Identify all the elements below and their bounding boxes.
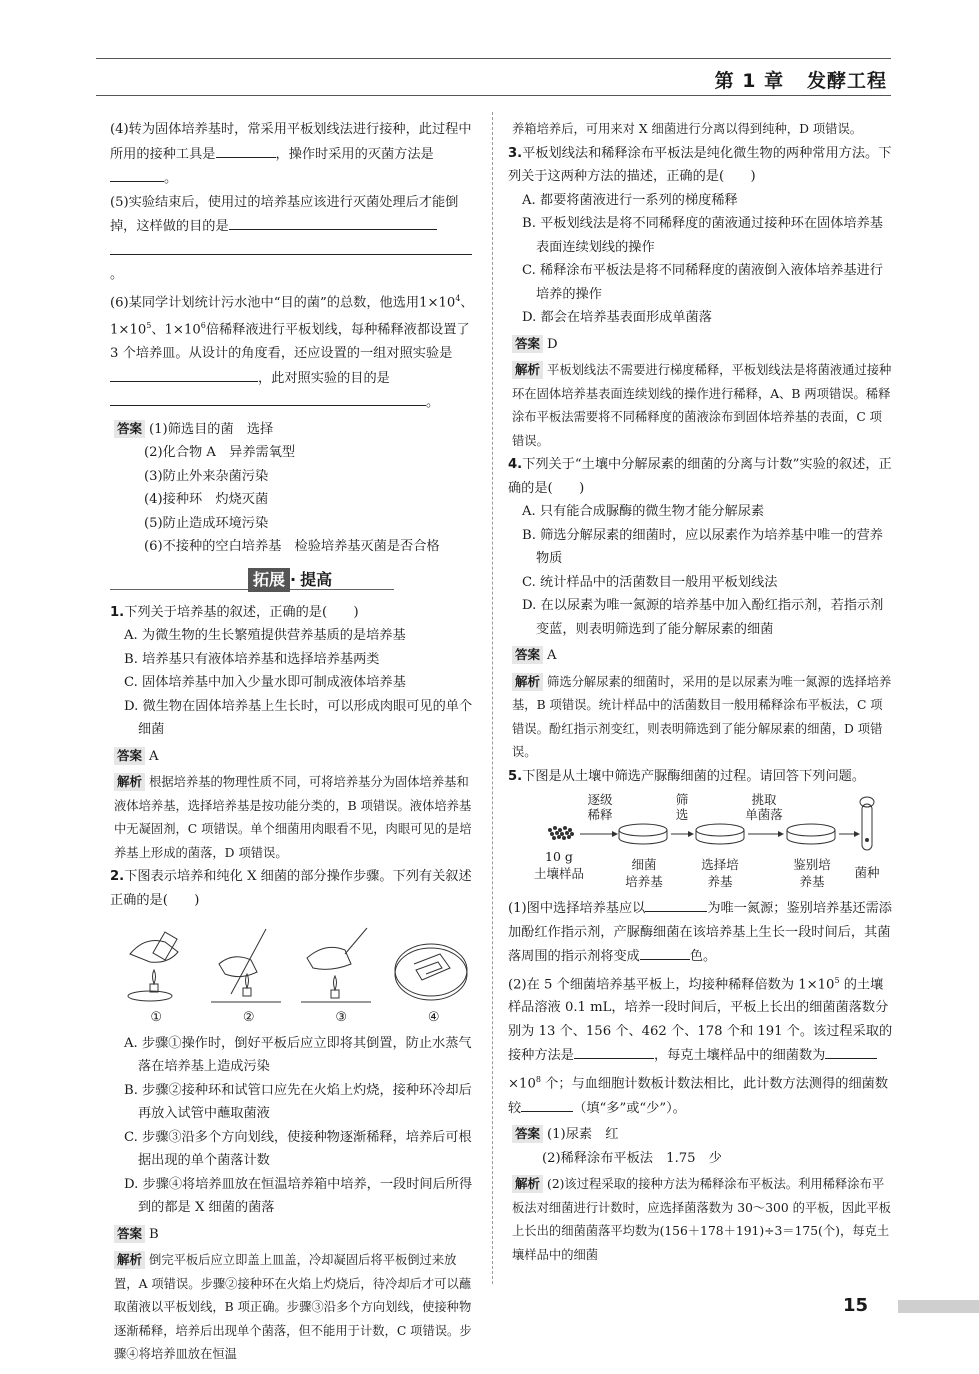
option[interactable]: A. 步骤①操作时，倒好平板后应立即将其倒置，防止水蒸气落在培养基上造成污染	[124, 1035, 472, 1075]
option[interactable]: B. 筛选分解尿素的细菌时，应以尿素作为培养基中唯一的营养物质	[522, 527, 883, 566]
header-rule-top	[96, 58, 891, 59]
chapter-title: 发酵工程	[806, 70, 887, 92]
answer-value: B	[149, 1226, 159, 1242]
right-column	[508, 118, 894, 1267]
option[interactable]: B. 平板划线法是将不同稀释度的菌液通过接种环在固体培养基表面连续划线的操作	[522, 216, 883, 255]
figure-label: ①	[150, 1010, 163, 1026]
figure-label: ②	[242, 1010, 255, 1026]
explain-tag: 解析	[114, 773, 145, 791]
page-number-bar	[898, 1300, 979, 1313]
answer-blank[interactable]	[825, 1043, 877, 1059]
header-rule-bottom	[96, 95, 891, 96]
question-part-5: (5)实验结束后，使用过的培养基应该进行灭菌处理后才能倒掉，这样做的目的是 。	[110, 191, 480, 287]
option[interactable]: B. 培养基只有液体培养基和选择培养基两类	[124, 651, 380, 667]
option[interactable]: A. 都要将菌液进行一系列的梯度稀释	[522, 192, 738, 208]
question-part-4: (4)转为固体培养基时，常采用平板划线法进行接种，此过程中所用的接种工具是 ，操作时采用的灭菌方法是。	[110, 122, 472, 186]
answer-blank[interactable]	[645, 896, 707, 912]
answer-blank[interactable]	[229, 214, 437, 230]
option[interactable]: D. 在以尿素为唯一氮源的培养基中加入酚红指示剂，若指示剂变蓝，则表明筛选到了能分解尿素的细菌	[522, 598, 884, 637]
answer-block: 答案 (1)尿素 红 (2)稀释涂布平板法 1.75 少	[512, 1123, 894, 1170]
banner-label-1: 拓展	[248, 568, 290, 592]
explanation-continued: 养箱培养后，可用来对 X 细菌进行分离以得到纯种，D 项错误。	[512, 122, 863, 136]
option[interactable]: B. 步骤②接种环和试管口应先在火焰上灼烧，接种环冷却后再放入试管中蘸取菌液	[124, 1082, 472, 1122]
option[interactable]: C. 稀释涂布平板法是将不同稀释度的菌液倒入液体培养基进行培养的操作	[522, 263, 883, 302]
question-5-part-2: (2)在 5 个细菌培养基平板上，均接种稀释倍数为 $1\times 10^5$ 的土壤样品溶液 0.1 mL，培养一段时间后，平板上长出的细菌菌落数分别为 13 个、156 个、462 个、178 个和 191 个。该过程采取的接种方法是 ，每克土壤样品中的细菌数为$\times 10^8$ 个；与血细胞计数板计数法相比，此计数方法测得的细菌数较 （填“多”或“少”）。	[508, 975, 893, 1116]
petri-dish-illustration	[392, 934, 470, 1004]
question-5: 5.下图是从土壤中筛选产脲酶细菌的过程。请回答下列问题。 逐级 稀释 筛 选 挑取 单菌落 10 g 土壤样品 细菌 培养基 选择培 养基 鉴别培 养基 菌种 (1)图中选择培养基应以 为唯一氮源；鉴别培养基还需添加酚红作指示剂，产脲酶细菌在该培养基上生长一段时间后，其菌落周围的指示剂将变成 色。 (2)在 5 个细菌培养基平板上，均接种稀释倍数为 $1\times 10^5$ 的土壤样品溶液 0.1 mL，培养一段时间后，平板上长出的细菌菌落数分别为 13 个、156 个、462 个、178 个和 191 个。该过程采取的接种方法是 ，每克土壤样品中的细菌数为$\times 10^8$ 个；与血细胞计数板计数法相比，此计数方法测得的细菌数较 （填“多”或“少”）。 答案 (1)尿素 红 (2)稀释涂布平板法 1.75 少 解析 (2)该过程采取的接种方法为稀释涂布平板法。利用稀释涂布平板法对细菌进行计数时，应选择菌落数为 30～300 的平板，因此平板上长出的细菌菌落平均数为(156＋178＋191)÷3＝175(个)，每克土壤样品中的细菌	[508, 768, 893, 1262]
question-3: 3.平板划线法和稀释涂布平板法是纯化微生物的两种常用方法。下列关于这两种方法的描述，正确的是( ) A. 都要将菌液进行一系列的梯度稀释 B. 平板划线法是将不同稀释度的菌液通过接种环在固体培养基表面连续划线的操作 C. 稀释涂布平板法是将不同稀释度的菌液倒入液体培养基进行培养的操作 D. 都会在培养基表面形成单菌落 答案 D 解析 平板划线法不需要进行梯度稀释，平板划线法是将菌液通过接种环在固体培养基表面连续划线的操作进行稀释，A、B 两项错误。稀释涂布平板法需要将不同稀释度的菌液涂布到固体培养基的表面，C 项错误。	[508, 142, 894, 454]
figure-label: ③	[335, 1010, 348, 1026]
section-banner: 拓展 · 提高	[110, 567, 480, 595]
option[interactable]: D. 微生物在固体培养基上生长时，可以形成肉眼可见的单个细菌	[124, 698, 473, 738]
question-5-part-1: (1)图中选择培养基应以 为唯一氮源；鉴别培养基还需添加酚红作指示剂，产脲酶细菌在该培养基上生长一段时间后，其菌落周围的指示剂将变成 色。	[508, 896, 894, 969]
banner-label-2: 提高	[300, 570, 333, 590]
question-1: 1.下列关于培养基的叙述，正确的是( ) A. 为微生物的生长繁殖提供营养基质的是培养基 B. 培养基只有液体培养基和选择培养基两类 C. 固体培养基中加入少量水即可制成液体培养基 D. 微生物在固体培养基上生长时，可以形成肉眼可见的单个细菌 答案 A 解析 根据培养基的物理性质不同，可将培养基分为固体培养基和液体培养基，选择培养基是按功能分类的，B 项错误。液体培养基中无凝固剂，C 项错误。单个细菌用肉眼看不见，肉眼可见的是培养基上形成的菌落，D 项错误。	[110, 601, 480, 866]
answer-value: A	[149, 748, 159, 764]
screening-flow-diagram: 逐级 稀释 筛 选 挑取 单菌落 10 g 土壤样品 细菌 培养基 选择培 养基 鉴别培 养基 菌种	[533, 792, 880, 889]
inoculating-loop-illustration	[211, 924, 281, 1004]
answer-block: 答案 (1)筛选目的菌 选择 (2)化合物 A 异养需氧型 (3)防止外来杂菌污染 (4)接种环 灼烧灭菌 (5)防止造成环境污染 (6)不接种的空白培养基 检验培养基灭菌是否合格	[114, 418, 480, 559]
answer-blank[interactable]	[110, 166, 164, 182]
left-column	[110, 118, 480, 1367]
figure-label: ④	[427, 1010, 440, 1026]
option[interactable]: D. 步骤④将培养皿放在恒温培养箱中培养，一段时间后所得到的都是 X 细菌的菌落	[124, 1176, 473, 1216]
answer-blank[interactable]	[521, 1096, 573, 1112]
option[interactable]: C. 固体培养基中加入少量水即可制成液体培养基	[124, 675, 406, 691]
pouring-plate-illustration	[120, 924, 190, 1004]
answer-tag: 答案	[114, 420, 145, 438]
question-2: 2.下图表示培养和纯化 X 细菌的部分操作步骤。下列有关叙述正确的是( ) ① ② ③ ④ A. 步骤①操作时，倒好平板后应立即将其倒置，防止水蒸气落在培养基上造成污染 B. 步骤②接种环和试管口应先在火焰上灼烧，接种环冷却后再放入试管中蘸取菌液 C. 步骤③沿多个方向划线，使接种物逐渐稀释，培养后可根据出现的单个菌落计数 D. 步骤④将培养皿放在恒温培养箱中培养，一段时间后所得到的都是 X 细菌的菌落 答案 B 解析 倒完平板后应立即盖上皿盖，冷却凝固后将平板倒过来放置，A 项错误。步骤②接种环在火焰上灼烧后，待冷却后才可以蘸取菌液以平板划线，B 项正确。步骤③沿多个方向划线，使接种物逐渐稀释，培养后出现单个菌落，但不能用于计数，C 项错误。步骤④将培养皿放在恒温	[110, 865, 480, 1367]
answer-blank[interactable]	[110, 366, 258, 382]
option[interactable]: C. 统计样品中的活菌数目一般用平板划线法	[522, 574, 778, 590]
chapter-number: 第 1 章	[714, 70, 785, 92]
answer-blank[interactable]	[574, 1043, 654, 1059]
option[interactable]: A. 只有能合成脲酶的微生物才能分解尿素	[522, 504, 765, 519]
answer-blank[interactable]	[110, 239, 472, 255]
page-number: 15	[843, 1295, 869, 1316]
operation-figure	[110, 918, 480, 1004]
option[interactable]: C. 步骤③沿多个方向划线，使接种物逐渐稀释，培养后可根据出现的单个菌落计数	[124, 1129, 472, 1169]
answer-value: D	[547, 336, 558, 352]
answer-value: A	[547, 648, 557, 663]
streaking-illustration	[301, 924, 371, 1004]
page-header	[715, 66, 887, 93]
question-part-6: (6)某同学计划统计污水池中“目的菌”的总数，他选用$1\times 10^4$、$1\times 10^5$、$1\times 10^6$倍稀释液进行平板划线，每种稀释液都设置了 3 个培养皿。从设计的角度看，还应设置的一组对照实验是，此对照实验的目的是。	[110, 293, 474, 411]
option[interactable]: D. 都会在培养基表面形成单菌落	[522, 310, 712, 325]
answer-blank[interactable]	[640, 944, 690, 960]
option[interactable]: A. 为微生物的生长繁殖提供营养基质的是培养基	[124, 628, 406, 644]
answer-blank[interactable]	[216, 142, 276, 158]
question-4: 4.下列关于“土壤中分解尿素的细菌的分离与计数”实验的叙述，正确的是( ) A. 只有能合成脲酶的微生物才能分解尿素 B. 筛选分解尿素的细菌时，应以尿素作为培养基中唯一的营养物质 C. 统计样品中的活菌数目一般用平板划线法 D. 在以尿素为唯一氮源的培养基中加入酚红指示剂，若指示剂变蓝，则表明筛选到了能分解尿素的细菌 答案 A 解析 筛选分解尿素的细菌时，采用的是以尿素为唯一氮源的选择培养基，B 项错误。统计样品中的活菌数目一般用稀释涂布平板法，C 项错误。酚红指示剂变红，则表明筛选到了能分解尿素的细菌，D 项错误。	[508, 453, 894, 765]
answer-blank[interactable]	[110, 390, 426, 406]
column-divider	[492, 112, 493, 1284]
